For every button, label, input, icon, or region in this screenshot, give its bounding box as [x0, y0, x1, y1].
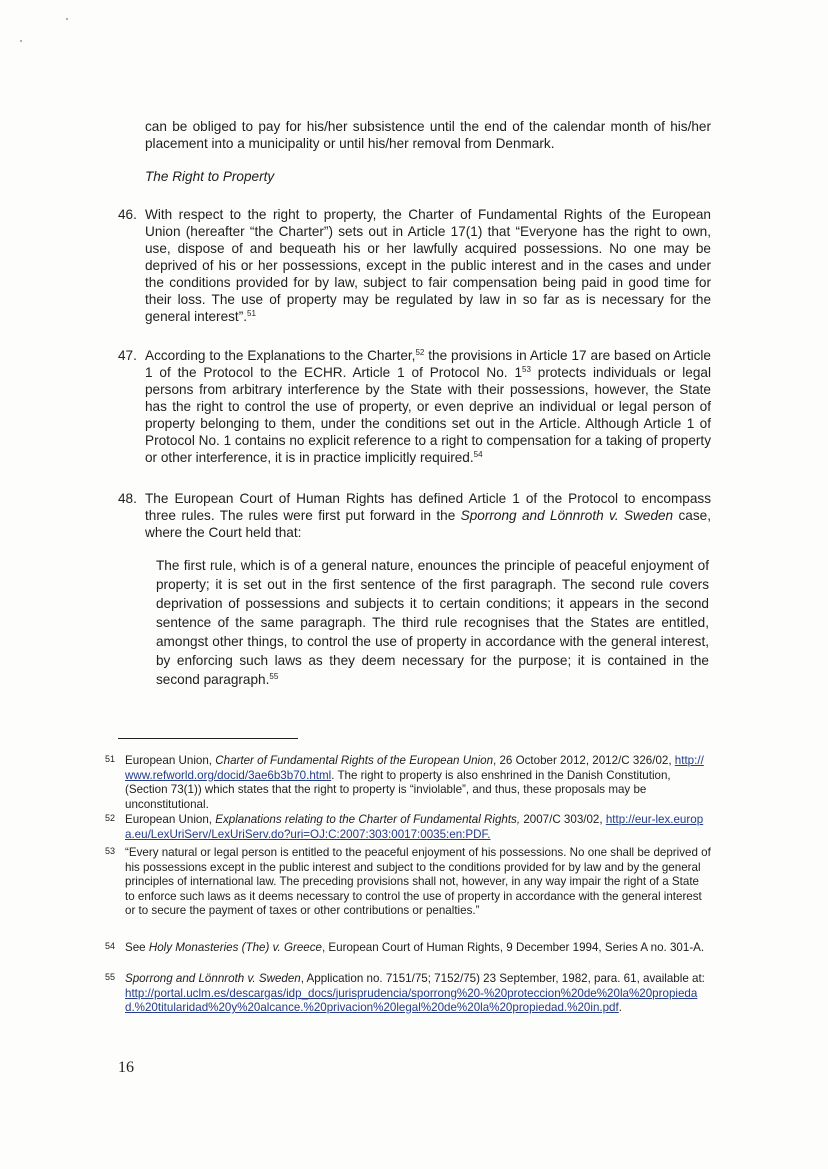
footnote-number-51: 51 — [105, 754, 116, 764]
footnote-number-52: 52 — [105, 813, 116, 823]
footnote-55: Sporrong and Lönnroth v. Sweden, Application no. 7151/75; 7152/75) 23 September, 1982, para. 61, available at: http://portal.uclm.es/descargas/idp_docs/jurisprudencia/sporrong%20-%20proteccion%20de%20la%20propiedad.%20titularidad%20y%20alcance.%20privacion%20legal%20de%20la%20propiedad.%20in.pdf. — [125, 972, 705, 1014]
footnote-ref-53[interactable]: 53 — [522, 365, 531, 374]
footnote-divider — [118, 738, 298, 739]
footnote-51-link[interactable]: http://www.refworld.org/docid/3ae6b3b70.html — [125, 754, 704, 782]
footnote-number-55: 55 — [105, 972, 116, 982]
footnote-ref-51[interactable]: 51 — [247, 309, 256, 318]
footnote-ref-55[interactable]: 55 — [269, 672, 279, 681]
paragraph-number-46: 46. — [118, 207, 137, 222]
scan-speck — [66, 18, 68, 20]
footnote-53: “Every natural or legal person is entitled to the peaceful enjoyment of his possessions. No one shall be deprived of his possessions except in the public interest and subject to the conditions provided for by law and by the general principles of international law. The preceding provisions shall not, however, in any way impair the right of a State to enforce such laws as it deems necessary to control the use of property in accordance with the general interest or to secure the payment of taxes or other contributions or penalties.” — [125, 846, 711, 917]
paragraph-48: The European Court of Human Rights has defined Article 1 of the Protocol to encompass three rules. The rules were first put forward in the Sporrong and Lönnroth v. Sweden case, where the Court held that: — [145, 491, 711, 540]
footnote-51: European Union, Charter of Fundamental Rights of the European Union, 26 October 2012, 2012/C 326/02, http://www.refworld.org/docid/3ae6b3b70.html. The right to property is also enshrined in the Danish Constitution, (Section 73(1)) which states that the right to property is “inviolable”, and thus, these proposals may be unconstitutional. — [125, 754, 704, 811]
footnote-52: European Union, Explanations relating to the Charter of Fundamental Rights, 2007/C 303/02, http://eur-lex.europa.eu/LexUriServ/LexUriServ.do?uri=OJ:C:2007:303:0017:0035:en:PDF. — [125, 813, 704, 841]
court-quote: The first rule, which is of a general nature, enounces the principle of peaceful enjoyment of property; it is set out in the first sentence of the first paragraph. The second rule covers deprivation of possessions and subjects it to certain conditions; it appears in the second sentence of the same paragraph. The third rule recognises that the States are entitled, amongst other things, to control the use of property in accordance with the general interest, by enforcing such laws as they deem necessary for the purpose; it is contained in the second paragraph.$^{55}$ — [156, 558, 709, 687]
footnote-52-link[interactable]: http://eur-lex.europa.eu/LexUriServ/LexUriServ.do?uri=OJ:C:2007:303:0017:0035:en:PDF. — [125, 813, 704, 841]
paragraph-number-48: 48. — [118, 491, 137, 506]
paragraph-47: According to the Explanations to the Charter,$^{52}$ the provisions in Article 17 are based on Article 1 of the Protocol to the ECHR. Article 1 of Protocol No. $1^{53}$ protects individuals or legal persons from arbitrary interference by the State with their possessions, however, the State has the right to control the use of property, or even deprive an individual or legal person of property belonging to them, under the conditions set out in the Article. Although Article 1 of Protocol No. 1 contains no explicit reference to a right to compensation for a taking of property or other interference, it is in practice implicitly required.$^{54}$ — [145, 348, 711, 465]
footnote-number-53: 53 — [105, 846, 116, 856]
footnote-ref-54[interactable]: 54 — [473, 450, 483, 459]
footnote-ref-52[interactable]: 52 — [415, 348, 425, 357]
case-name: Sporrong and Lönnroth v. Sweden — [460, 508, 674, 523]
scan-speck — [20, 40, 22, 42]
page-number: 16 — [118, 1059, 134, 1076]
footnote-54: See Holy Monasteries (The) v. Greece, European Court of Human Rights, 9 December 1994, Series A no. 301-A. — [125, 941, 705, 954]
footnote-55-link[interactable]: http://portal.uclm.es/descargas/idp_docs/jurisprudencia/sporrong%20-%20proteccion%20de%20la%20propiedad.%20titularidad%20y%20alcance.%20privacion%20legal%20de%20la%20propiedad.%20in.pdf — [125, 986, 698, 1014]
footnote-number-54: 54 — [105, 941, 116, 951]
paragraph-number-47: 47. — [118, 348, 137, 363]
section-heading: The Right to Property — [145, 169, 275, 184]
paragraph-46 — [145, 206, 711, 325]
intro-paragraph: can be obliged to pay for his/her subsistence until the end of the calendar month of his/her placement into a municipality or until his/her removal from Denmark. — [145, 119, 711, 151]
paragraph-46-text: With respect to the right to property, the Charter of Fundamental Rights of the European Union (hereafter “the Charter”) sets out in Article 17(1) that “Everyone has the right to own, use, dispose of and bequeath his or her lawfully acquired possessions. No one may be deprived of his or her possessions, except in the public interest and in the cases and under the conditions provided for by law, subject to fair compensation being paid in good time for their loss. The use of property may be regulated by law in so far as is necessary for the general interest”. — [145, 207, 711, 324]
